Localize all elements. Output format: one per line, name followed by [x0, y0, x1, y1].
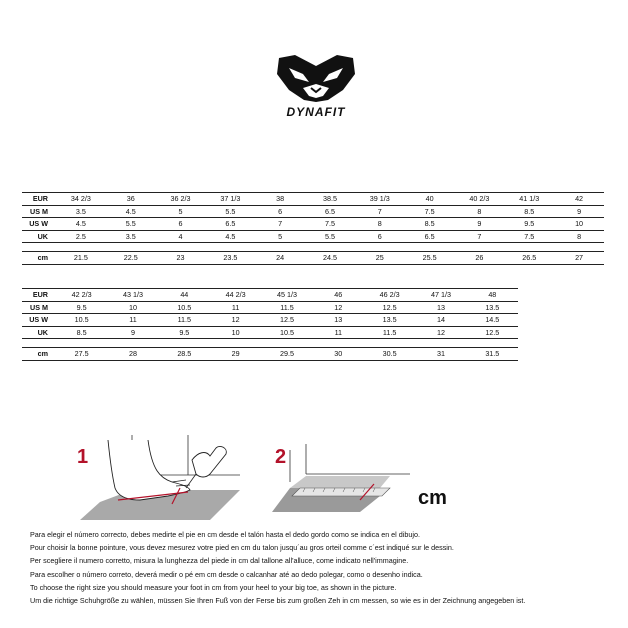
row-label: UK — [22, 326, 56, 339]
us-m-row — [22, 205, 604, 218]
size-cell: 11 — [210, 301, 261, 314]
instruction-es: Para elegir el número correcto, debes medirte el pie en cm desde el talón hasta el dedo gordo como se indica en el dibujo. — [30, 530, 420, 539]
size-cell: 10 — [554, 218, 604, 231]
instruction-fr: Pour choisir la bonne pointure, vous devez mesurez votre pied en cm du talon jusqu´au gros orteil comme c´est indiqué sur le dessin. — [30, 543, 454, 553]
size-cell: 11 — [313, 326, 364, 339]
size-cell: 8.5 — [504, 205, 554, 218]
size-cell: 21.5 — [56, 252, 106, 265]
size-cell: 30.5 — [364, 348, 415, 361]
size-cell: 26 — [455, 252, 505, 265]
size-cell: 10 — [107, 301, 158, 314]
size-cell: 42 — [554, 193, 604, 206]
size-cell: 28 — [107, 348, 158, 361]
size-cell: 27 — [554, 252, 604, 265]
foot-measurement-illustration — [60, 430, 470, 530]
size-cell: 8.5 — [56, 326, 107, 339]
size-cell: 25.5 — [405, 252, 455, 265]
size-cell: 7.5 — [504, 230, 554, 243]
size-cell: 9 — [455, 218, 505, 231]
row-label: US M — [22, 301, 56, 314]
size-cell: 39 1/3 — [355, 193, 405, 206]
size-cell: 29 — [210, 348, 261, 361]
row-label: US M — [22, 205, 56, 218]
size-cell: 38.5 — [305, 193, 355, 206]
size-cell: 6.5 — [205, 218, 255, 231]
size-cell: 5.5 — [205, 205, 255, 218]
size-cell: 8.5 — [405, 218, 455, 231]
size-cell: 45 1/3 — [261, 289, 312, 302]
size-cell: 14 — [415, 314, 466, 327]
size-cell: 11.5 — [159, 314, 210, 327]
size-cell: 26.5 — [504, 252, 554, 265]
size-cell: 31 — [415, 348, 466, 361]
size-cell: 23 — [156, 252, 206, 265]
size-cell: 13 — [415, 301, 466, 314]
size-cell: 48 — [467, 289, 518, 302]
instruction-de: Um die richtige Schuhgröße zu wählen, müssen Sie Ihren Fuß von der Ferse bis zum großen Zeh in cm messen, so wie es in der Zeichnung angegeben ist. — [30, 596, 526, 606]
size-cell: 30 — [313, 348, 364, 361]
size-cell: 11 — [107, 314, 158, 327]
size-cell: 31.5 — [467, 348, 518, 361]
size-cell: 22.5 — [106, 252, 156, 265]
size-cell: 36 2/3 — [156, 193, 206, 206]
step-1-number: 1 — [77, 446, 89, 468]
step-2-ruler-drawing — [272, 444, 410, 512]
size-cell: 36 — [106, 193, 156, 206]
size-cell: 25 — [355, 252, 405, 265]
row-label: cm — [22, 252, 56, 265]
size-cell: 10.5 — [261, 326, 312, 339]
size-cell: 44 2/3 — [210, 289, 261, 302]
size-cell: 13 — [313, 314, 364, 327]
size-cell: 5.5 — [305, 230, 355, 243]
uk-row — [22, 326, 518, 339]
size-cell: 13.5 — [467, 301, 518, 314]
size-cell: 4.5 — [56, 218, 106, 231]
size-cell: 3.5 — [106, 230, 156, 243]
size-cell: 40 — [405, 193, 455, 206]
size-cell: 12 — [415, 326, 466, 339]
size-cell: 43 1/3 — [107, 289, 158, 302]
size-cell: 24.5 — [305, 252, 355, 265]
size-cell: 14.5 — [467, 314, 518, 327]
size-cell: 46 2/3 — [364, 289, 415, 302]
size-cell: 34 2/3 — [56, 193, 106, 206]
size-cell: 38 — [255, 193, 305, 206]
us-m-row — [22, 301, 518, 314]
size-cell: 10.5 — [56, 314, 107, 327]
size-cell: 41 1/3 — [504, 193, 554, 206]
eur-row — [22, 193, 604, 206]
row-label: EUR — [22, 289, 56, 302]
size-cell: 6 — [355, 230, 405, 243]
size-cell: 9.5 — [504, 218, 554, 231]
size-cell: 12.5 — [261, 314, 312, 327]
size-cell: 37 1/3 — [205, 193, 255, 206]
size-cell: 7 — [255, 218, 305, 231]
step-1-foot-drawing — [80, 435, 240, 520]
size-cell: 12 — [210, 314, 261, 327]
row-label: cm — [22, 348, 56, 361]
size-cell: 9.5 — [159, 326, 210, 339]
size-cell: 4.5 — [205, 230, 255, 243]
size-table-1 — [22, 192, 604, 265]
cm-row — [22, 348, 518, 361]
size-cell: 7.5 — [305, 218, 355, 231]
brand-name: DYNAFIT — [286, 105, 346, 119]
size-cell: 9 — [107, 326, 158, 339]
cm-unit-label: cm — [418, 487, 447, 509]
size-cell: 47 1/3 — [415, 289, 466, 302]
size-cell: 12 — [313, 301, 364, 314]
instructions-block — [30, 528, 620, 607]
size-cell: 24 — [255, 252, 305, 265]
size-cell: 6.5 — [405, 230, 455, 243]
size-cell: 40 2/3 — [455, 193, 505, 206]
eur-row — [22, 289, 518, 302]
size-cell: 5 — [255, 230, 305, 243]
size-cell: 46 — [313, 289, 364, 302]
row-label: US W — [22, 218, 56, 231]
size-cell: 9.5 — [56, 301, 107, 314]
row-label: US W — [22, 314, 56, 327]
row-label: UK — [22, 230, 56, 243]
size-cell: 8 — [554, 230, 604, 243]
size-cell: 10.5 — [159, 301, 210, 314]
size-cell: 8 — [455, 205, 505, 218]
size-cell: 7 — [355, 205, 405, 218]
size-cell: 8 — [355, 218, 405, 231]
size-cell: 9 — [554, 205, 604, 218]
size-cell: 28.5 — [159, 348, 210, 361]
size-cell: 4 — [156, 230, 206, 243]
size-cell: 11.5 — [261, 301, 312, 314]
row-label: EUR — [22, 193, 56, 206]
size-cell: 42 2/3 — [56, 289, 107, 302]
cm-row — [22, 252, 604, 265]
size-cell: 6.5 — [305, 205, 355, 218]
size-cell: 10 — [210, 326, 261, 339]
us-w-row — [22, 218, 604, 231]
us-w-row — [22, 314, 518, 327]
instruction-it: Per scegliere il numero corretto, misura la lunghezza del piede in cm dal tallone all'alluce, come indicato nell'immagine. — [30, 556, 409, 566]
size-cell: 6 — [156, 218, 206, 231]
size-cell: 29.5 — [261, 348, 312, 361]
size-cell: 12.5 — [364, 301, 415, 314]
size-cell: 7 — [455, 230, 505, 243]
size-cell: 7.5 — [405, 205, 455, 218]
size-cell: 23.5 — [205, 252, 255, 265]
size-cell: 11.5 — [364, 326, 415, 339]
instruction-en: To choose the right size you should measure your foot in cm from your heel to your big toe, as shown in the picture. — [30, 582, 397, 592]
size-table-2 — [22, 288, 518, 361]
size-cell: 5 — [156, 205, 206, 218]
instruction-pt: Para escolher o número correto, deverá medir o pé em cm desde o calcanhar até ao dedo polegar, como o desenho indica. — [30, 569, 423, 579]
size-cell: 27.5 — [56, 348, 107, 361]
size-cell: 4.5 — [106, 205, 156, 218]
size-cell: 44 — [159, 289, 210, 302]
uk-row — [22, 230, 604, 243]
size-cell: 3.5 — [56, 205, 106, 218]
step-2-number: 2 — [275, 446, 287, 468]
size-cell: 12.5 — [467, 326, 518, 339]
size-cell: 13.5 — [364, 314, 415, 327]
size-cell: 5.5 — [106, 218, 156, 231]
size-cell: 6 — [255, 205, 305, 218]
size-cell: 2.5 — [56, 230, 106, 243]
